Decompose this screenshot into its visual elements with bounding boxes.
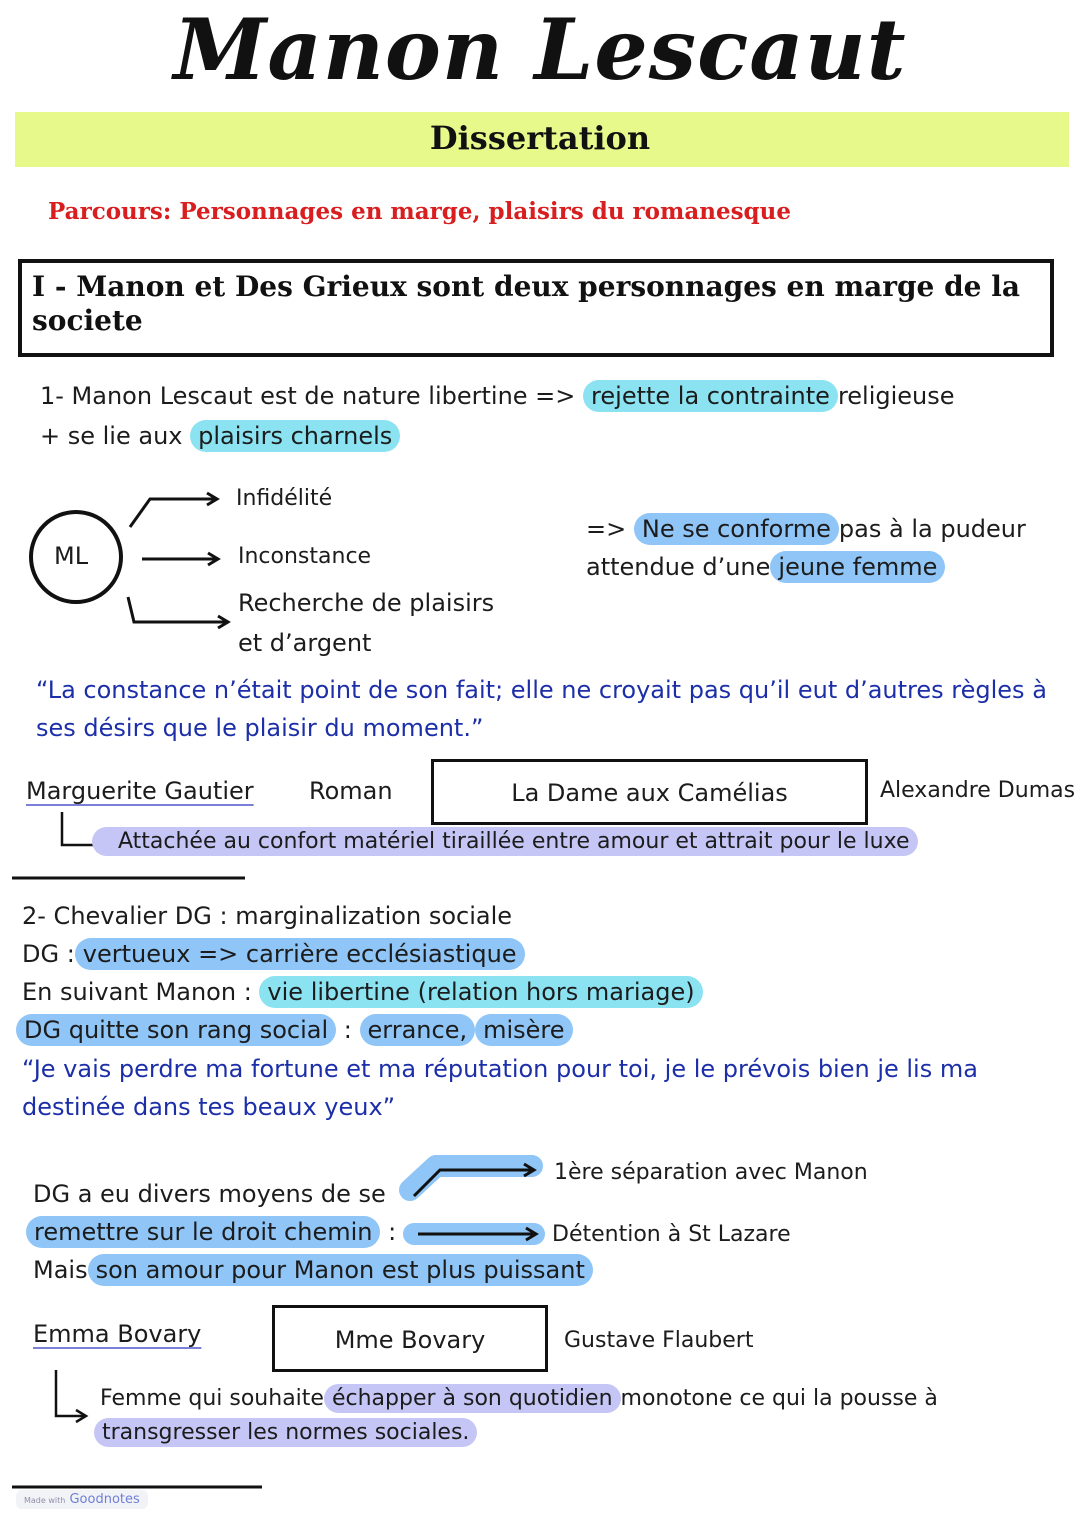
parcours-line: Parcours: Personnages en marge, plaisirs du romanesque (48, 198, 791, 225)
means-line3-text: Mais (33, 1256, 88, 1284)
branch-recherche: Recherche de plaisirs (238, 589, 495, 617)
part1-line2-text: + se lie aux (40, 422, 183, 450)
author-dumas: Alexandre Dumas (880, 778, 1076, 803)
quote-constance: “La constance n’était point de son fait; elle ne croyait pas qu’il eut d’autres règles à ses désirs que le plaisir du moment.” (36, 676, 1047, 742)
conclusion-line2 (586, 551, 945, 583)
part2-line2-text: En suivant Manon : (22, 978, 252, 1006)
means-line2 (26, 1216, 396, 1248)
branch-inconstance: Inconstance (238, 544, 372, 569)
quote-fortune: “Je vais perdre ma fortune et ma réputation pour toi, je le prévois bien je lis ma destinée dans tes beaux yeux” (22, 1055, 978, 1121)
means-colon: : (388, 1218, 397, 1246)
part1-heading-text: 1- Manon Lescaut est de nature libertine => (40, 382, 576, 410)
highlight-conforme: Ne se conforme (634, 513, 839, 545)
part2-line1 (22, 938, 525, 970)
conclusion-end: pas à la pudeur (838, 515, 1026, 543)
highlight-errance: errance, (360, 1014, 476, 1046)
highlight-vertueux: vertueux => carrière ecclésiastique (75, 938, 525, 970)
note-marguerite (92, 826, 918, 858)
highlight-rang-social: DG quitte son rang social (16, 1014, 336, 1046)
note-emma-line2 (94, 1417, 477, 1449)
comparison-character-marguerite: Marguerite Gautier (26, 777, 254, 805)
comparison-genre: Roman (309, 777, 393, 805)
means-line3 (33, 1254, 593, 1286)
highlight-contrainte: rejette la contrainte (583, 380, 838, 412)
highlight-droit-chemin: remettre sur le droit chemin (26, 1216, 380, 1248)
highlight-vie-libertine: vie libertine (relation hors mariage) (259, 976, 702, 1008)
highlight-jeune-femme: jeune femme (770, 551, 945, 583)
conclusion-line2-text: attendue d’une (586, 553, 771, 581)
means-line1: DG a eu divers moyens de se (33, 1180, 386, 1208)
author-flaubert: Gustave Flaubert (564, 1328, 754, 1353)
highlight-misere: misère (475, 1014, 572, 1046)
part2-heading: 2- Chevalier DG : marginalization sociale (22, 902, 513, 930)
part2-line2 (22, 976, 703, 1008)
highlight-transgresser: transgresser les normes sociales. (94, 1418, 477, 1447)
note-emma-text: Femme qui souhaite (100, 1386, 324, 1411)
highlight-plaisirs: plaisirs charnels (190, 420, 400, 452)
goodnotes-logo: Goodnotes (69, 1492, 140, 1507)
part2-line3 (16, 1014, 573, 1046)
banner-title: Dissertation (429, 119, 651, 157)
note-emma-end: monotone ce qui la pousse à (620, 1386, 938, 1411)
highlight-quotidien: échapper à son quotidien (324, 1384, 621, 1413)
work-title-bovary: Mme Bovary (334, 1326, 486, 1354)
branch-infidelite: Infidélité (236, 486, 333, 511)
circle-label: ML (54, 542, 89, 570)
highlight-amour-manon: son amour pour Manon est plus puissant (88, 1254, 593, 1286)
conclusion-arrow: => (586, 515, 627, 543)
work-title-dame-camelias: La Dame aux Camélias (511, 779, 788, 807)
arrow-label-detention: Détention à St Lazare (552, 1222, 791, 1247)
part1-heading-end: religieuse (837, 382, 955, 410)
note-emma-line1 (100, 1383, 938, 1415)
comparison-character-emma: Emma Bovary (33, 1320, 202, 1348)
made-with-badge (16, 1490, 148, 1509)
part2-line1-text: DG : (22, 940, 75, 968)
conclusion-line1 (586, 513, 1026, 545)
part2-line3-colon: : (343, 1016, 352, 1044)
arrow-label-separation: 1ère séparation avec Manon (554, 1160, 868, 1185)
note-marguerite-text: Attachée au confort matériel tiraillée entre amour et attrait pour le luxe (92, 827, 918, 856)
section-title: I - Manon et Des Grieux sont deux personnages en marge de la societe (32, 270, 1021, 337)
made-with-text: Made with (24, 1496, 66, 1505)
branch-argent: et d’argent (238, 629, 372, 657)
page-title: Manon Lescaut (173, 0, 907, 99)
